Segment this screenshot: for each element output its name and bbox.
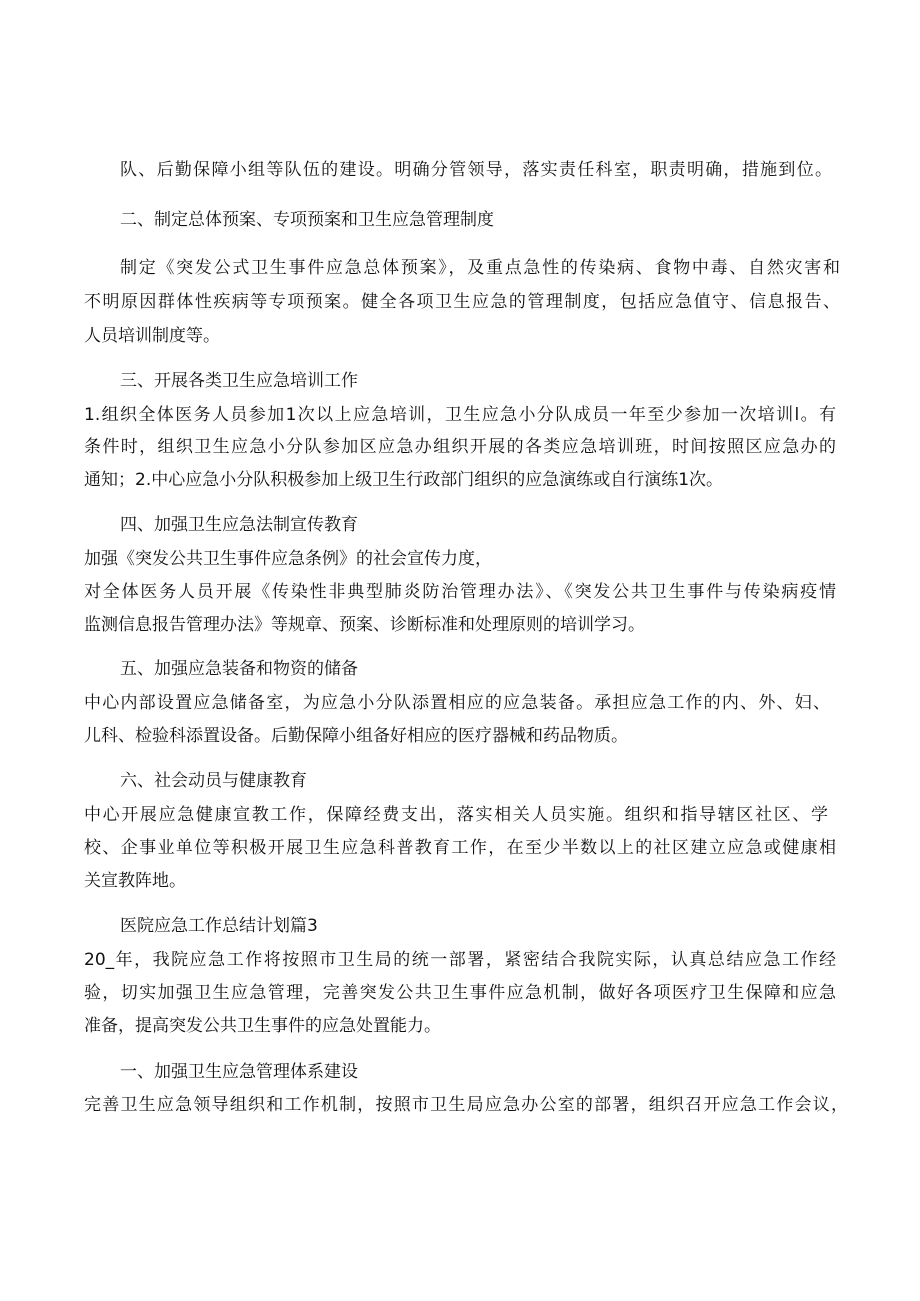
paragraph-line: 人员培训制度等。 [84, 326, 220, 346]
paragraph-line: 加强《突发公共卫生事件应急条例》的社会宣传力度， [84, 549, 492, 569]
paragraph-line: 验，切实加强卫生应急管理，完善突发公共卫生事件应急机制，做好各项医疗卫生保障和应急 [84, 983, 836, 1003]
section-heading: 医院应急工作总结计划篇3 [120, 916, 318, 936]
paragraph-line: 通知；2.中心应急小分队积极参加上级卫生行政部门组织的应急演练或自行演练1次。 [84, 470, 724, 490]
section-heading: 五、加强应急装备和物资的储备 [120, 659, 358, 679]
section-heading: 四、加强卫生应急法制宣传教育 [120, 515, 358, 535]
paragraph-line: 对全体医务人员开展《传染性非典型肺炎防治管理办法》、《突发公共卫生事件与传染病疫情 [84, 582, 836, 602]
paragraph-line: 队、后勤保障小组等队伍的建设。明确分管领导，落实责任科室，职责明确，措施到位。 [120, 160, 832, 180]
paragraph-line: 完善卫生应急领导组织和工作机制，按照市卫生局应急办公室的部署，组织召开应急工作会议， [84, 1095, 848, 1115]
section-heading: 六、社会动员与健康教育 [120, 771, 307, 791]
paragraph-line: 儿科、检验科添置设备。后勤保障小组备好相应的医疗器械和药品物质。 [84, 726, 628, 746]
paragraph-line: 不明原因群体性疾病等专项预案。健全各项卫生应急的管理制度，包括应急值守、信息报告、 [84, 292, 840, 312]
paragraph-line: 监测信息报告管理办法》等规章、预案、诊断标准和处理原则的培训学习。 [84, 615, 645, 635]
paragraph-line: 校、企事业单位等积极开展卫生应急科普教育工作，在至少半数以上的社区建立应急或健康相 [84, 838, 836, 858]
section-heading: 三、开展各类卫生应急培训工作 [120, 371, 358, 391]
paragraph-line: 中心开展应急健康宣教工作，保障经费支出，落实相关人员实施。组织和指导辖区社区、学 [84, 805, 828, 825]
paragraph-line: 制定《突发公式卫生事件应急总体预案》，及重点急性的传染病、食物中毒、自然灾害和 [120, 258, 840, 278]
paragraph-line: 1.组织全体医务人员参加1次以上应急培训，卫生应急小分队成员一年至少参加一次培训l。有 [84, 405, 836, 425]
section-heading: 二、制定总体预案、专项预案和卫生应急管理制度 [120, 210, 494, 230]
section-heading: 一、加强卫生应急管理体系建设 [120, 1062, 358, 1082]
paragraph-line: 关宣教阵地。 [84, 871, 186, 891]
paragraph-line: 20_年，我院应急工作将按照市卫生局的统一部署，紧密结合我院实际，认真总结应急工作经 [84, 950, 836, 970]
paragraph-line: 中心内部设置应急储备室，为应急小分队添置相应的应急装备。承担应急工作的内、外、妇、 [84, 693, 830, 713]
paragraph-line: 条件时，组织卫生应急小分队参加区应急办组织开展的各类应急培训班，时间按照区应急办的 [84, 437, 836, 457]
paragraph-line: 准备，提高突发公共卫生事件的应急处置能力。 [84, 1016, 441, 1036]
